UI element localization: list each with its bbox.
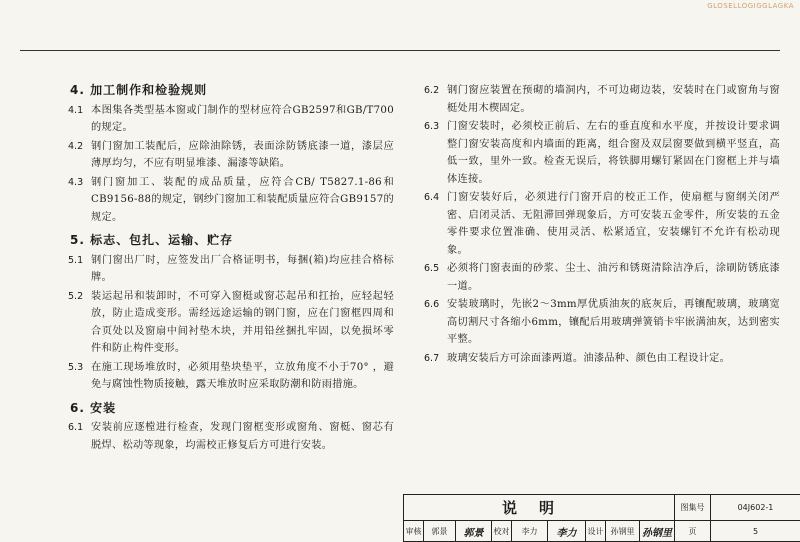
right-column bbox=[424, 82, 780, 368]
checker-name: 李力 bbox=[512, 521, 548, 542]
item-6-7 bbox=[424, 350, 780, 368]
top-rule bbox=[20, 50, 780, 51]
drawing-title: 说明 bbox=[404, 495, 675, 521]
item-4-3 bbox=[68, 174, 394, 227]
left-column bbox=[68, 82, 394, 455]
item-text: 玻璃安装后方可涂面漆两道。油漆品种、颜色由工程设计定。 bbox=[447, 352, 731, 364]
item-6-6 bbox=[424, 296, 780, 349]
item-text: 在施工现场堆放时，必须用垫块垫平，立放角度不小于70° ，避免与腐蚀性物质接触，露天堆放时应采取防潮和防雨措施。 bbox=[91, 361, 394, 390]
item-number: 6.7 bbox=[424, 352, 440, 364]
item-number: 6.6 bbox=[424, 299, 440, 310]
section-6-heading: 6. 安装 bbox=[70, 400, 117, 415]
section-5-heading: 5. 标志、包扎、运输、贮存 bbox=[70, 233, 234, 247]
item-text: 装运起吊和装卸时，不可穿入窗梃或窗芯起吊和扛抬，应轻起轻放，防止造成变形。需经远途运输的钢门窗，应在门窗框四周和合页处以及窗扇中间衬垫木块，并用铅丝捆扎牢固，以免损坏零件和防止构件变形。 bbox=[91, 290, 394, 354]
item-6-4 bbox=[424, 189, 780, 259]
item-text: 门窗安装时，必须校正前后、左右的垂直度和水平度，并按设计要求调整门窗安装高度和内墙面的距离，组合窗及双层窗要做到横平竖直，高低一致，里外一致。检查无误后，将铁脚用螺钉紧固在门窗框上并与墙体连接。 bbox=[447, 121, 780, 185]
page-label: 页 bbox=[675, 521, 711, 542]
designer-name: 孙钢里 bbox=[606, 521, 640, 542]
item-5-1 bbox=[68, 252, 394, 287]
item-number: 4.2 bbox=[68, 140, 84, 152]
item-4-2 bbox=[68, 138, 394, 173]
atlas-number: 04J602-1 bbox=[711, 495, 800, 521]
designer-signature: 孙钢里 bbox=[640, 521, 675, 542]
item-text: 安装玻璃时，先嵌2～3mm厚优质油灰的底灰后，再镶配玻璃，玻璃宽高切割尺寸各缩小6mm，镶配后用玻璃弹簧销卡牢嵌满油灰，达到密实平整。 bbox=[447, 299, 780, 345]
item-text: 安装前应逐樘进行检查，发现门窗框变形或窗角、窗梃、窗芯有脱焊、松动等现象，均需校正修复后方可进行安装。 bbox=[91, 422, 394, 451]
item-text: 门窗安装好后，必须进行门窗开启的校正工作，使扇框与窗纲关闭严密、启闭灵活、无阻滞回弹现象后，方可安装五金零件，所安装的五金零件要求位置准确、使用灵活、松紧适宜，安装螺钉不允许有松动现象。 bbox=[447, 192, 780, 256]
design-label: 设计 bbox=[586, 521, 606, 542]
item-text: 本图集各类型基本窗或门制作的型材应符合GB2597和GB/T700的规定。 bbox=[91, 104, 394, 133]
item-text: 必须将门窗表面的砂浆、尘土、油污和锈斑清除洁净后，涂刷防锈底漆一道。 bbox=[447, 263, 780, 292]
item-4-1 bbox=[68, 102, 394, 137]
item-text: 钢门窗出厂时，应签发出厂合格证明书，每捆(箱)均应挂合格标牌。 bbox=[91, 254, 394, 283]
item-6-1 bbox=[68, 419, 394, 454]
checker-signature: 李力 bbox=[548, 521, 586, 542]
reviewer-name: 郭景 bbox=[424, 521, 456, 542]
item-number: 4.1 bbox=[68, 104, 84, 116]
item-text: 钢门窗加工、装配的成品质量，应符合CB/ T5827.1-86和CB9156-88的规定，钢纱门窗加工和装配质量应符合GB9157的规定。 bbox=[91, 176, 394, 223]
item-text: 钢门窗加工装配后，应除油除锈，表面涂防锈底漆一道，漆层应薄厚均匀，不应有明显堆漆、漏漆等缺陷。 bbox=[91, 140, 394, 169]
item-6-5 bbox=[424, 260, 780, 295]
item-number: 6.3 bbox=[424, 121, 440, 132]
item-5-3 bbox=[68, 359, 394, 394]
item-number: 6.4 bbox=[424, 192, 440, 203]
atlas-label: 图集号 bbox=[675, 495, 711, 521]
item-number: 5.3 bbox=[68, 361, 84, 373]
item-number: 6.2 bbox=[424, 85, 440, 96]
reviewer-signature: 郭景 bbox=[456, 521, 492, 542]
item-number: 4.3 bbox=[68, 176, 84, 188]
item-number: 5.1 bbox=[68, 254, 84, 266]
item-number: 6.1 bbox=[68, 422, 84, 433]
title-block bbox=[403, 494, 800, 542]
item-text: 钢门窗应装置在预砌的墙洞内，不可边砌边装，安装时在门或窗角与窗梃处用木楔固定。 bbox=[447, 85, 780, 114]
item-5-2 bbox=[68, 288, 394, 358]
watermark: GLOSELLOGIGGLAGKA bbox=[707, 2, 794, 10]
page-number: 5 bbox=[711, 521, 800, 542]
item-number: 6.5 bbox=[424, 263, 440, 274]
section-4-heading: 4. 加工制作和检验规则 bbox=[70, 83, 208, 97]
check-label: 校对 bbox=[492, 521, 512, 542]
item-number: 5.2 bbox=[68, 290, 84, 302]
review-label: 审核 bbox=[404, 521, 424, 542]
item-6-3 bbox=[424, 118, 780, 188]
item-6-2 bbox=[424, 82, 780, 117]
